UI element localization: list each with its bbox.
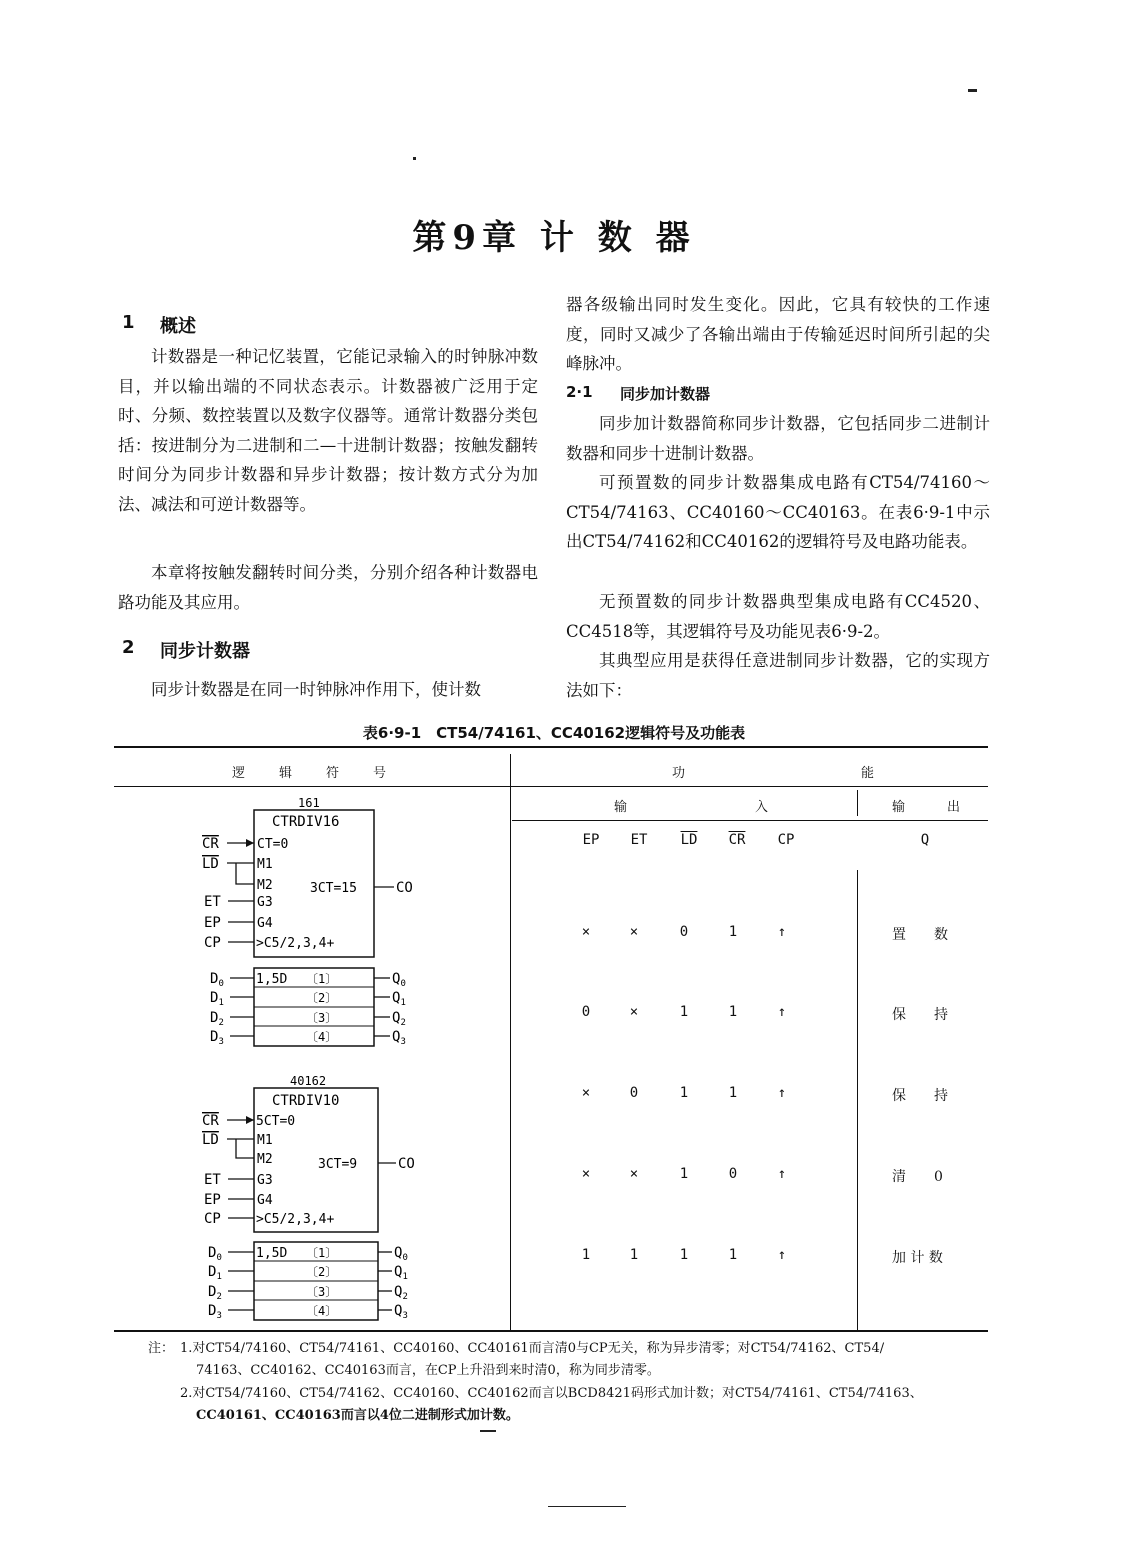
pin-cp-label: CP [204,1211,221,1227]
q-outputs [374,971,406,1047]
section-1-heading: 概述 [160,316,196,337]
speck [968,89,977,92]
cell-ld: 1 [679,1247,689,1263]
chapter-title: 第9章 计 数 器 [412,218,696,258]
bit-3: 〔3〕 [306,1285,338,1299]
table-io-rule-lower [857,870,858,1330]
pin-ld-branch [236,1139,254,1158]
cell-ld: 1 [679,1004,689,1020]
pin-q1: $Q_1$ [394,1264,408,1282]
pin-g3: G3 [257,895,273,910]
pin-co-label: CO [398,1156,415,1172]
pin-d3: $D_3$ [208,1303,222,1321]
pin-ld-label: LD [202,856,219,872]
note-2-line-2: CC40161、CC40163而言以4位二进制形式加计数。 [196,1408,519,1423]
cell-q: 加 计 数 [892,1250,943,1266]
pin-g4: G4 [257,1193,273,1208]
column-header-output: 输出 [892,800,1003,815]
table-top-rule [114,746,988,748]
co-func: 3CT=9 [318,1157,358,1172]
cell-q: 置 数 [892,927,948,943]
pin-g4: G4 [257,916,273,931]
table-column-rule [510,754,511,1330]
cell-q: 清 0 [892,1169,943,1185]
pin-co-label: CO [396,880,413,896]
pin-cr-func: 5CT=0 [256,1114,296,1129]
pin-ld-branch [236,863,254,884]
d-inputs [210,971,254,1047]
part-number: 161 [298,796,320,810]
bit-3: 〔3〕 [306,1011,338,1025]
pin-m2: M2 [257,878,273,893]
function-name: CTRDIV10 [272,1093,340,1109]
cell-cp: ↑ [777,1085,787,1101]
pin-d0: $D_0$ [210,971,224,989]
cell-cr: 1 [728,1085,738,1101]
pin-d0: $D_0$ [208,1245,222,1263]
bit-4: 〔4〕 [306,1304,338,1318]
section-2-1-paragraph-3: 无预置数的同步计数器典型集成电路有CC4520、CC4518等，其逻辑符号及功能见表6·9-2。 [566,592,990,641]
cell-cp: ↑ [777,1004,787,1020]
pin-q2: $Q_2$ [394,1284,408,1302]
logic-symbol-40162 [190,1068,440,1328]
section-2-1-paragraph-2: 可预置数的同步计数器集成电路有CT54/74160～CT54/74163、CC40160～CC40163。在表6·9-1中示出CT54/74162和CC40162的逻辑符号及电路功能表。 [566,473,990,551]
pin-ep-label: EP [204,915,221,931]
cell-q: 保 持 [892,1007,948,1023]
pin-d2: $D_2$ [208,1284,222,1302]
d0-func: 1,5D [256,972,288,987]
column-header-function-text: 功能 [672,766,1051,781]
pin-m1: M1 [257,1133,273,1148]
cell-ld: 1 [679,1166,689,1182]
header-ld: $\overline{LD}$ [680,832,698,848]
column-header-input: 输入 [614,800,897,815]
section-2-1-paragraph-4: 其典型应用是获得任意进制同步计数器，它的实现方法如下： [566,651,990,700]
cell-et: 1 [629,1247,639,1263]
pin-q2: $Q_2$ [392,1010,406,1028]
header-q: Q [920,832,930,848]
cell-et: × [629,924,639,940]
co-func: 3CT=15 [310,881,357,896]
cell-ld: 0 [679,924,689,940]
cp-func: >C5/2,3,4+ [256,1212,335,1227]
pin-ep-label: EP [204,1192,221,1208]
column-header-logic-symbol: 逻辑符号 [232,766,421,781]
speck [480,1430,496,1432]
pin-ld-label: LD [202,1132,219,1148]
logic-symbol-161 [190,792,440,1052]
section-2-1-paragraph-1: 同步加计数器简称同步计数器，它包括同步二进制计数器和同步十进制计数器。 [566,414,990,463]
pin-g3: G3 [257,1173,273,1188]
cell-cp: ↑ [777,924,787,940]
cell-cr: 0 [728,1166,738,1182]
pin-cr-arrow [246,1116,254,1124]
pin-m2: M2 [257,1152,273,1167]
bit-2: 〔2〕 [306,991,338,1005]
cp-func: >C5/2,3,4+ [256,936,335,951]
cell-ep: × [581,1166,591,1182]
table-subheader-rule [512,820,988,821]
cell-ld: 1 [679,1085,689,1101]
section-1-number: 1 [122,312,135,333]
pin-cr-label: CR [202,1113,219,1129]
pin-cp-label: CP [204,935,221,951]
pin-et-label: ET [204,894,221,910]
pin-et-label: ET [204,1172,221,1188]
cell-cp: ↑ [777,1166,787,1182]
cell-ep: 1 [581,1247,591,1263]
section-2-number: 2 [122,637,135,658]
pin-q3: $Q_3$ [394,1303,408,1321]
cell-ep: × [581,924,591,940]
header-ep: EP [582,832,600,848]
cell-ep: 0 [581,1004,591,1020]
table-caption: 表6·9-1 CT54/74161、CC40162逻辑符号及功能表 [362,724,746,742]
section-2-1-number: 2·1 [566,383,593,401]
header-cr: $\overline{CR}$ [728,832,746,848]
function-name: CTRDIV16 [272,814,340,830]
header-cp: CP [777,832,795,848]
cell-ep: × [581,1085,591,1101]
cell-et: × [629,1004,639,1020]
cell-cr: 1 [728,1004,738,1020]
q-outputs [378,1245,408,1321]
note-2-line-1: 2.对CT54/74160、CT54/74162、CC40160、CC40162而言以BCD8421码形式加计数；对CT54/74161、CT54/74163、 [180,1386,923,1401]
table-header-rule [114,786,988,787]
cell-et: 0 [629,1085,639,1101]
notes-label: 注： [148,1341,175,1356]
pin-d2: $D_2$ [210,1010,224,1028]
bit-1: 〔1〕 [306,972,338,986]
cell-cp: ↑ [777,1247,787,1263]
bit-2: 〔2〕 [306,1265,338,1279]
section-1-paragraph-1: 计数器是一种记忆装置，它能记录输入的时钟脉冲数目，并以输出端的不同状态表示。计数器被广泛用于定时、分频、数控装置以及数字仪器等。通常计数器分类包括：按进制分为二进制和二—十进制计数器；按触发翻转时间分为同步计数器和异步计数器；按计数方式分为加法、减法和可逆计数器等。 [118,347,538,514]
pin-d1: $D_1$ [208,1264,222,1282]
header-et: ET [630,832,648,848]
pin-cr-label: CR [202,836,219,852]
note-1-line-2: 74163、CC40162、CC40163而言，在CP上升沿到来时清0，称为同步清零。 [196,1363,660,1378]
section-2-1-heading: 同步加计数器 [620,385,711,403]
part-number: 40162 [290,1074,327,1088]
speck [548,1506,626,1507]
pin-q1: $Q_1$ [392,990,406,1008]
pin-d1: $D_1$ [210,990,224,1008]
d0-func: 1,5D [256,1246,288,1261]
pin-m1: M1 [257,857,273,872]
cell-q: 保 持 [892,1088,948,1104]
section-2-heading: 同步计数器 [160,641,250,662]
bit-4: 〔4〕 [306,1030,338,1044]
pin-cr-arrow [246,839,254,847]
pin-q3: $Q_3$ [392,1029,406,1047]
section-2-paragraph-start: 同步计数器是在同一时钟脉冲作用下，使计数 [151,680,481,699]
section-1-paragraph-2: 本章将按触发翻转时间分类，分别介绍各种计数器电路功能及其应用。 [118,563,538,612]
pin-q0: $Q_0$ [392,971,406,989]
section-2-paragraph-cont: 器各级输出同时发生变化。因此，它具有较快的工作速度，同时又减少了各输出端由于传输延迟时间所引起的尖峰脉冲。 [566,295,990,373]
speck [413,157,416,160]
column-header-function [672,762,1050,781]
pin-d3: $D_3$ [210,1029,224,1047]
table-bottom-rule [114,1330,988,1332]
bit-1: 〔1〕 [306,1246,338,1260]
cell-cr: 1 [728,1247,738,1263]
d-inputs [208,1245,254,1321]
pin-cr-func: CT=0 [257,837,289,852]
note-1-line-1: 1.对CT54/74160、CT54/74161、CC40160、CC40161而言清0与CP无关，称为异步清零；对CT54/74162、CT54/ [180,1341,885,1356]
pin-q0: $Q_0$ [394,1245,408,1263]
cell-cr: 1 [728,924,738,940]
cell-et: × [629,1166,639,1182]
